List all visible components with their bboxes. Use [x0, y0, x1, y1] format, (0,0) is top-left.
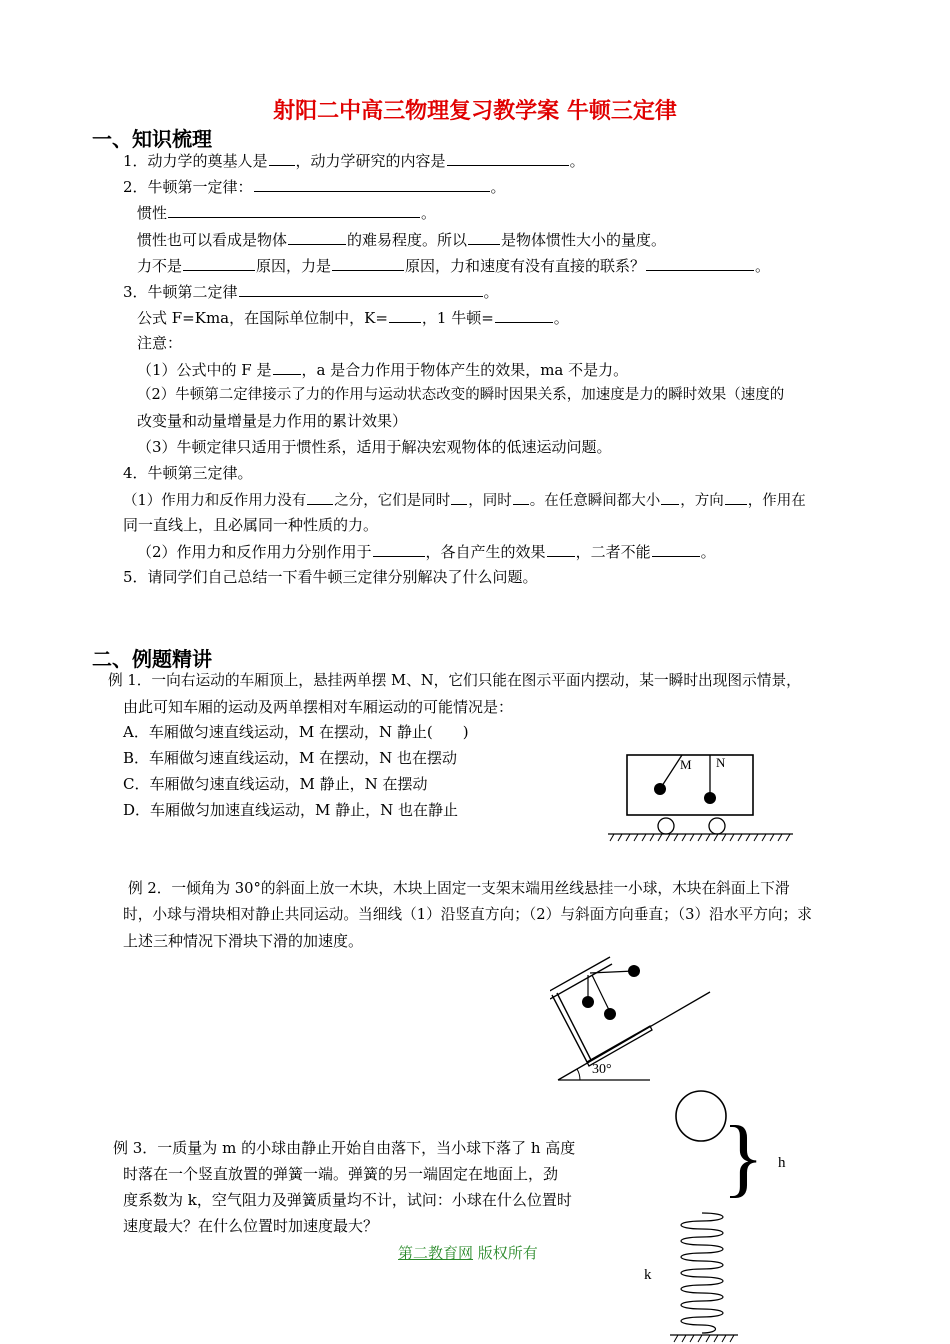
text-line: 3．牛顿第二定律 。: [123, 283, 499, 301]
ball-perpendicular: [604, 1008, 616, 1020]
ball-vertical: [582, 996, 594, 1008]
example-3-text: 时落在一个竖直放置的弹簧一端。弹簧的另一端固定在地面上，劲: [123, 1165, 559, 1183]
ground-hatch: [674, 1335, 734, 1342]
text-line: （2）牛顿第二定律接示了力的作用与运动状态改变的瞬时因果关系，加速度是力的瞬时效果（速度的: [137, 387, 785, 403]
answer-blank[interactable]: [373, 541, 425, 557]
ground-hatch: [610, 834, 790, 841]
text-line: 4．牛顿第三定律。: [123, 464, 253, 482]
spring-coil: [681, 1213, 723, 1333]
option-b: B．车厢做匀速直线运动，M 在摆动，N 也在摆动: [123, 749, 458, 767]
answer-blank[interactable]: [652, 541, 700, 557]
text-line: （1）作用力和反作用力没有 之分，它们是同时 ，同时 。在任意瞬间都大小 ，方向 ，作用在: [123, 489, 806, 511]
ball-horizontal: [628, 965, 640, 977]
example-3-text: 度系数为 k，空气阻力及弹簧质量均不计，试问：小球在什么位置时: [123, 1191, 572, 1209]
support-arm: [550, 964, 612, 999]
text-line: 惯性也可以看成是物体 的难易程度。所以 是物体惯性大小的量度。: [137, 231, 667, 249]
example-2-text: 时，小球与滑块相对静止共同运动。当细线（1）沿竖直方向；（2）与斜面方向垂直；（3）沿水平方向；求: [123, 906, 812, 923]
example-1-text: 例 1．一向右运动的车厢顶上，悬挂两单摆 M、N，它们只能在图示平面内摆动，某一瞬时出现图示情景，: [108, 672, 801, 689]
option-c: C．车厢做匀速直线运动，M 静止，N 在摆动: [123, 775, 428, 793]
answer-blank[interactable]: [646, 255, 754, 271]
train-car-diagram: [600, 748, 800, 848]
incline-diagram: [550, 955, 730, 1085]
answer-blank[interactable]: [468, 229, 500, 245]
answer-blank[interactable]: [389, 307, 421, 323]
answer-blank[interactable]: [288, 229, 346, 245]
answer-blank[interactable]: [254, 176, 490, 192]
option-a: A．车厢做匀速直线运动，M 在摆动，N 静止( ): [123, 723, 469, 741]
text-line: 注意：: [137, 334, 183, 352]
text-line: 改变量和动量增量是力作用的累计效果）: [137, 412, 408, 430]
section-heading-knowledge: 一、知识梳理: [92, 127, 212, 151]
text-line: 公式 F=Kma，在国际单位制中，K= ，1 牛顿= 。: [137, 309, 569, 327]
pendulum-m-string: [660, 755, 682, 789]
text-line: 2．牛顿第一定律： 。: [123, 178, 506, 196]
answer-blank[interactable]: [269, 150, 295, 166]
answer-blank[interactable]: [332, 255, 404, 271]
support-arm: [550, 957, 610, 993]
example-1-text: 由此可知车厢的运动及两单摆相对车厢运动的可能情况是：: [123, 698, 514, 716]
example-3-text: 速度最大？在什么位置时加速度最大？: [123, 1217, 379, 1235]
angle-label: 30°: [592, 1062, 612, 1077]
section-heading-examples: 二、例题精讲: [92, 647, 212, 671]
label-k: k: [644, 1267, 652, 1283]
wheel: [658, 818, 674, 834]
answer-blank[interactable]: [495, 307, 553, 323]
footer-text: 版权所有: [473, 1244, 538, 1262]
answer-blank[interactable]: [661, 489, 679, 505]
label-m: M: [680, 757, 692, 772]
incline-surface: [558, 992, 710, 1080]
label-n: N: [716, 755, 726, 770]
label-h: h: [778, 1155, 786, 1171]
spring-diagram: [630, 1085, 810, 1344]
answer-blank[interactable]: [239, 281, 483, 297]
thread-perpendicular: [592, 975, 610, 1012]
answer-blank[interactable]: [183, 255, 255, 271]
answer-blank[interactable]: [725, 489, 747, 505]
footer: [398, 1242, 538, 1263]
answer-blank[interactable]: [547, 541, 575, 557]
text-line: （1）公式中的 F 是 ，a 是合力作用于物体产生的效果，ma 不是力。: [137, 361, 629, 379]
brace-icon: }: [722, 1109, 765, 1206]
text-line: 惯性 。: [137, 204, 437, 222]
answer-blank[interactable]: [273, 359, 301, 375]
text-line: 同一直线上，且必属同一种性质的力。: [123, 516, 379, 534]
example-3-text: 例 3．一质量为 m 的小球由静止开始自由落下，当小球下落了 h 高度: [113, 1139, 576, 1157]
wooden-block: [587, 1026, 652, 1066]
option-d: D．车厢做匀加速直线运动，M 静止，N 也在静止: [123, 801, 459, 819]
support-post: [552, 995, 587, 1062]
answer-blank[interactable]: [307, 489, 333, 505]
example-2-text: 例 2．一倾角为 30°的斜面上放一木块，木块上固定一支架末端用丝线悬挂一小球，木块在斜面上下滑: [128, 880, 790, 897]
pendulum-m-bob: [654, 783, 666, 795]
text-line: （3）牛顿定律只适用于惯性系，适用于解决宏观物体的低速运动问题。: [137, 438, 612, 456]
page-title: 射阳二中高三物理复习教学案 牛顿三定律: [273, 98, 677, 124]
text-line: 力不是 原因，力是 原因，力和速度有没有直接的联系？ 。: [137, 257, 771, 275]
example-2-text: 上述三种情况下滑块下滑的加速度。: [123, 932, 364, 950]
wheel: [709, 818, 725, 834]
answer-blank[interactable]: [168, 202, 420, 218]
text-line: （2）作用力和反作用力分别作用于 ，各自产生的效果 ，二者不能 。: [137, 543, 716, 561]
ball-circle: [676, 1091, 726, 1141]
footer-link[interactable]: 第二教育网: [398, 1244, 474, 1262]
answer-blank[interactable]: [513, 489, 529, 505]
pendulum-n-bob: [704, 792, 716, 804]
text-line: 1．动力学的奠基人是 ，动力学研究的内容是 。: [123, 152, 585, 170]
answer-blank[interactable]: [451, 489, 467, 505]
answer-blank[interactable]: [447, 150, 569, 166]
angle-arc: [577, 1069, 580, 1080]
text-line: 5．请同学们自己总结一下看牛顿三定律分别解决了什么问题。: [123, 568, 538, 586]
